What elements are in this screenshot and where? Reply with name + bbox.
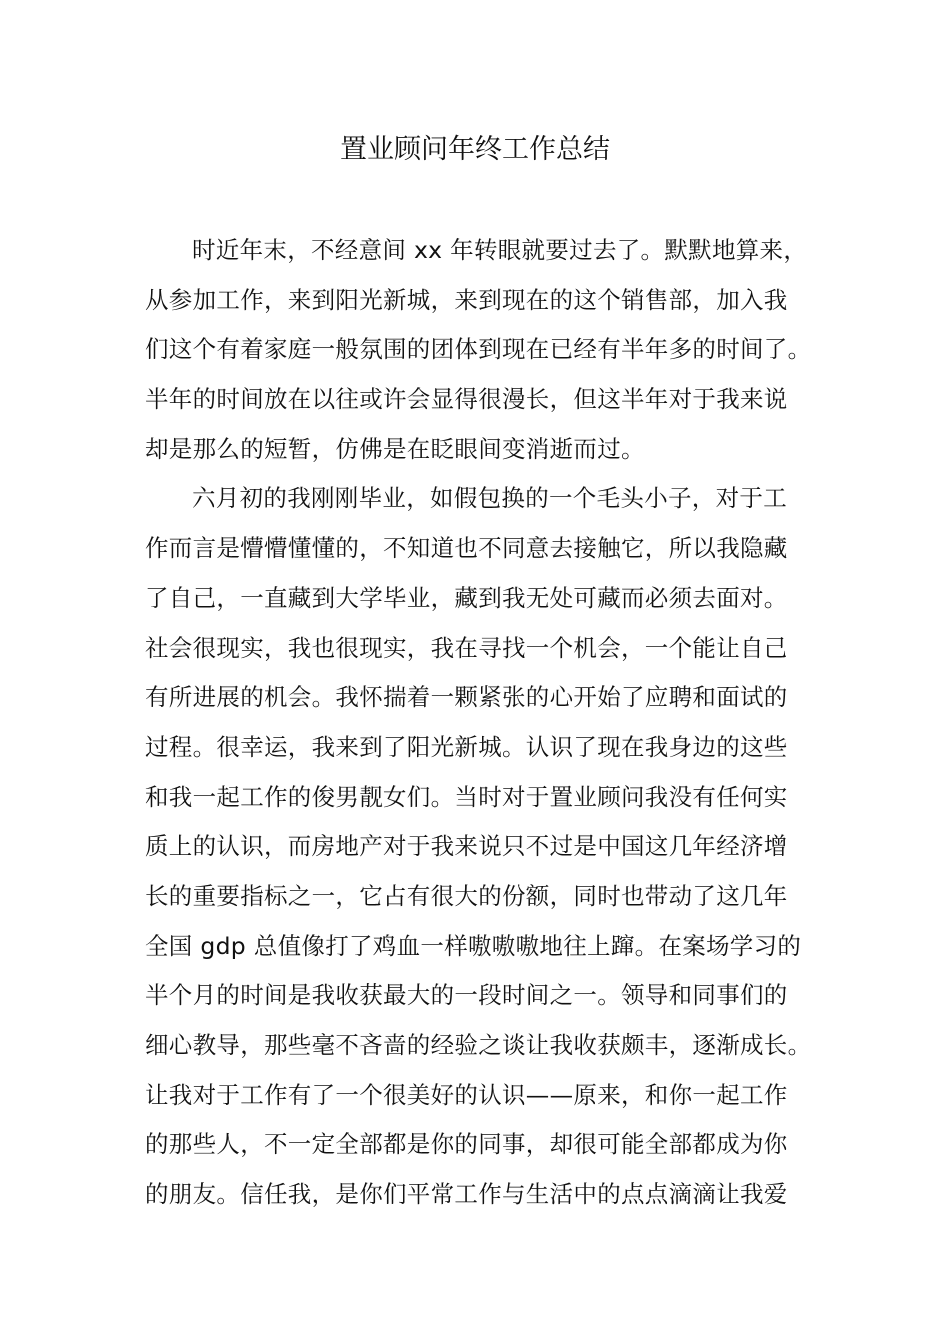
paragraph-2-line-6: 过程。很幸运，我来到了阳光新城。认识了现在我身边的这些 xyxy=(145,732,788,761)
paragraph-2-line-15: 的朋友。信任我，是你们平常工作与生活中的点点滴滴让我爱 xyxy=(145,1180,788,1209)
paragraph-2-line-3: 了自己，一直藏到大学毕业，藏到我无处可藏而必须去面对。 xyxy=(145,583,788,612)
paragraph-2-line-5: 有所进展的机会。我怀揣着一颗紧张的心开始了应聘和面试的 xyxy=(145,683,788,712)
document-title: 置业顾问年终工作总结 xyxy=(340,134,610,165)
paragraph-1-line-3: 们这个有着家庭一般氛围的团体到现在已经有半年多的时间了。 xyxy=(145,335,812,364)
paragraph-2-line-1: 六月初的我刚刚毕业，如假包换的一个毛头小子，对于工 xyxy=(192,484,787,513)
paragraph-2-line-11: 半个月的时间是我收获最大的一段时间之一。领导和同事们的 xyxy=(145,981,788,1010)
paragraph-1-line-2: 从参加工作，来到阳光新城，来到现在的这个销售部，加入我 xyxy=(145,285,788,314)
paragraph-2-line-2: 作而言是懵懵懂懂的，不知道也不同意去接触它，所以我隐藏 xyxy=(145,534,788,563)
paragraph-1-line-4: 半年的时间放在以往或许会显得很漫长，但这半年对于我来说 xyxy=(145,385,788,414)
document-body xyxy=(145,226,835,1220)
paragraph-1-line-5: 却是那么的短暂，仿佛是在眨眼间变消逝而过。 xyxy=(145,434,645,463)
paragraph-2-line-13: 让我对于工作有了一个很美好的认识——原来，和你一起工作 xyxy=(145,1080,788,1109)
paragraph-2-line-4: 社会很现实，我也很现实，我在寻找一个机会，一个能让自己 xyxy=(145,633,788,662)
paragraph-2-line-14: 的那些人，不一定全部都是你的同事，却很可能全部都成为你 xyxy=(145,1130,788,1159)
paragraph-2-line-8: 质上的认识，而房地产对于我来说只不过是中国这几年经济增 xyxy=(145,832,788,861)
paragraph-2-line-7: 和我一起工作的俊男靓女们。当时对于置业顾问我没有任何实 xyxy=(145,782,788,811)
paragraph-2-line-9: 长的重要指标之一，它占有很大的份额，同时也带动了这几年 xyxy=(145,881,788,910)
paragraph-2-line-10: 全国 gdp 总值像打了鸡血一样嗷嗷嗷地往上蹿。在案场学习的 xyxy=(145,931,802,960)
paragraph-2-line-12: 细心教导，那些毫不吝啬的经验之谈让我收获颇丰，逐渐成长。 xyxy=(145,1031,812,1059)
paragraph-1-line-1: 时近年末，不经意间 xx 年转眼就要过去了。默默地算来， xyxy=(192,236,808,264)
